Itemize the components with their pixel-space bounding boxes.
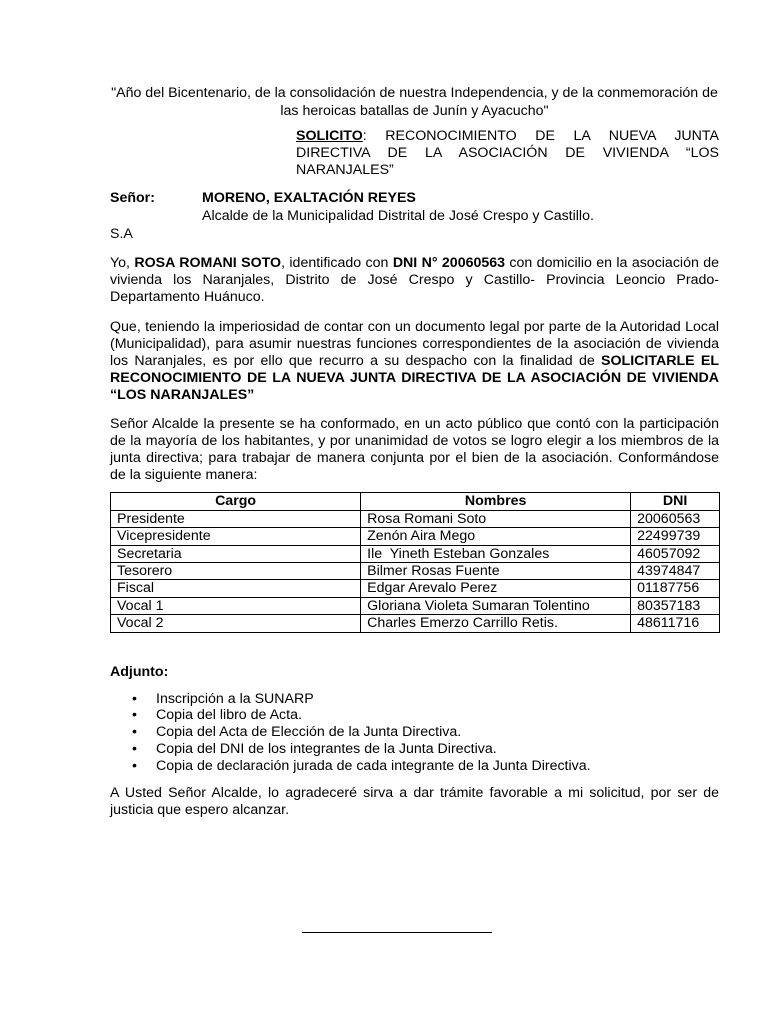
closing-paragraph: A Usted Señor Alcalde, lo agradeceré sirva a dar trámite favorable a mi solicitud, por ser de justicia que espero alcanzar. xyxy=(110,784,719,818)
table-header-row xyxy=(111,493,720,510)
list-item-text: Copia del DNI de los integrantes de la Junta Directiva. xyxy=(156,741,497,758)
cell-cargo: Presidente xyxy=(111,510,361,527)
cell-cargo: Tesorero xyxy=(111,563,361,580)
table-row xyxy=(111,528,720,545)
adjunto-list xyxy=(110,691,719,775)
addressee-block xyxy=(110,189,719,225)
cell-dni: 20060563 xyxy=(631,510,720,527)
cell-dni: 01187756 xyxy=(631,580,720,597)
list-item xyxy=(110,758,719,775)
list-item-text: Copia de declaración jurada de cada integrante de la Junta Directiva. xyxy=(156,757,591,774)
addressee-sa: S.A xyxy=(110,226,133,242)
cell-dni: 48611716 xyxy=(631,615,720,632)
cell-nombre: Rosa Romani Soto xyxy=(361,510,631,527)
cell-nombre: Bilmer Rosas Fuente xyxy=(361,563,631,580)
p2-text-a: Que, teniendo la imperiosidad de contar con un documento legal por parte de la Autoridad Local (Municipalidad), para asumir nuestras funciones correspondientes de la asociación de vivienda los Naranjales, es por ello que recurro a su despacho con la finalidad de xyxy=(110,318,719,370)
cell-dni: 46057092 xyxy=(631,545,720,562)
addressee-name: MORENO, EXALTACIÓN REYES xyxy=(202,190,416,206)
list-item-text: Copia del libro de Acta. xyxy=(156,707,302,724)
addressee-position: Alcalde de la Municipalidad Distrital de José Crespo y Castillo. xyxy=(202,208,594,224)
cell-cargo: Fiscal xyxy=(111,580,361,597)
paragraph-request xyxy=(110,319,719,405)
list-item xyxy=(110,691,719,708)
cell-dni: 80357183 xyxy=(631,597,720,614)
table-row xyxy=(111,615,720,632)
table-row xyxy=(111,545,720,562)
table-row xyxy=(111,597,720,614)
header-nombres: Nombres xyxy=(361,493,631,510)
addressee-label: Señor: xyxy=(110,190,155,206)
cell-nombre: Charles Emerzo Carrillo Retis. xyxy=(361,615,631,632)
header-dni: DNI xyxy=(631,493,720,510)
signature-line xyxy=(302,932,492,933)
list-item-text: Copia del Acta de Elección de la Junta Directiva. xyxy=(156,724,462,741)
cell-nombre: Edgar Arevalo Perez xyxy=(361,580,631,597)
list-item xyxy=(110,707,719,724)
table-row xyxy=(111,510,720,527)
solicito-block xyxy=(296,128,719,179)
table-row xyxy=(111,563,720,580)
list-item xyxy=(110,724,719,741)
cell-cargo: Vocal 1 xyxy=(111,597,361,614)
paragraph-conformation: Señor Alcalde la presente se ha conformado, en un acto público que contó con la participación de la mayoría de los habitantes, y por unanimidad de votos se logro elegir a los miembros de la junta directiva; para trabajar de manera conjunta por el bien de la asociación. Conformándose de la siguiente manera: xyxy=(110,415,719,484)
bullet-icon: • xyxy=(132,724,137,741)
cell-dni: 43974847 xyxy=(631,563,720,580)
p1-dni: DNI N° 20060563 xyxy=(392,255,506,271)
list-item-text: Inscripción a la SUNARP xyxy=(156,690,314,707)
cell-dni: 22499739 xyxy=(631,528,720,545)
bullet-icon: • xyxy=(132,690,137,707)
cell-nombre: Zenón Aira Mego xyxy=(361,528,631,545)
header-cargo: Cargo xyxy=(111,493,361,510)
paragraph-identification xyxy=(110,255,719,307)
cell-cargo: Secretaria xyxy=(111,545,361,562)
p1-name: ROSA ROMANI SOTO xyxy=(134,255,282,271)
bullet-icon: • xyxy=(132,757,137,774)
p2-bold: SOLICITARLE EL RECONOCIMIENTO DE LA NUEVA JUNTA DIRECTIVA DE LA ASOCIACIÓN DE VIVIENDA “LOS NARANJALES” xyxy=(110,353,719,404)
bullet-icon: • xyxy=(132,707,137,724)
p1-text-c: con domicilio en la asociación de vivienda los Naranjales, Distrito de José Crespo y Castillo- Provincia Leoncio Prado-Departamento Huánuco. xyxy=(110,255,720,306)
p1-text-a: Yo, xyxy=(110,255,135,271)
junta-table xyxy=(110,492,720,632)
p1-text-b: , identificado con xyxy=(281,255,393,271)
cell-nombre: Ile Yineth Esteban Gonzales xyxy=(361,545,631,562)
year-title: "Año del Bicentenario, de la consolidación de nuestra Independencia, y de la conmemoración de las heroicas batallas de Junín y Ayacucho" xyxy=(111,85,718,119)
bullet-icon: • xyxy=(132,741,137,758)
adjunto-label: Adjunto: xyxy=(110,663,169,680)
cell-cargo: Vocal 2 xyxy=(111,615,361,632)
solicito-label: SOLICITO xyxy=(296,128,363,144)
cell-nombre: Gloriana Violeta Sumaran Tolentino xyxy=(361,597,631,614)
table-row xyxy=(111,580,720,597)
document-body xyxy=(110,84,719,819)
solicito-text: : RECONOCIMIENTO DE LA NUEVA JUNTA DIRECTIVA DE LA ASOCIACIÓN DE VIVIENDA “LOS NARANJALES” xyxy=(296,128,719,178)
list-item xyxy=(110,741,719,758)
cell-cargo: Vicepresidente xyxy=(111,528,361,545)
